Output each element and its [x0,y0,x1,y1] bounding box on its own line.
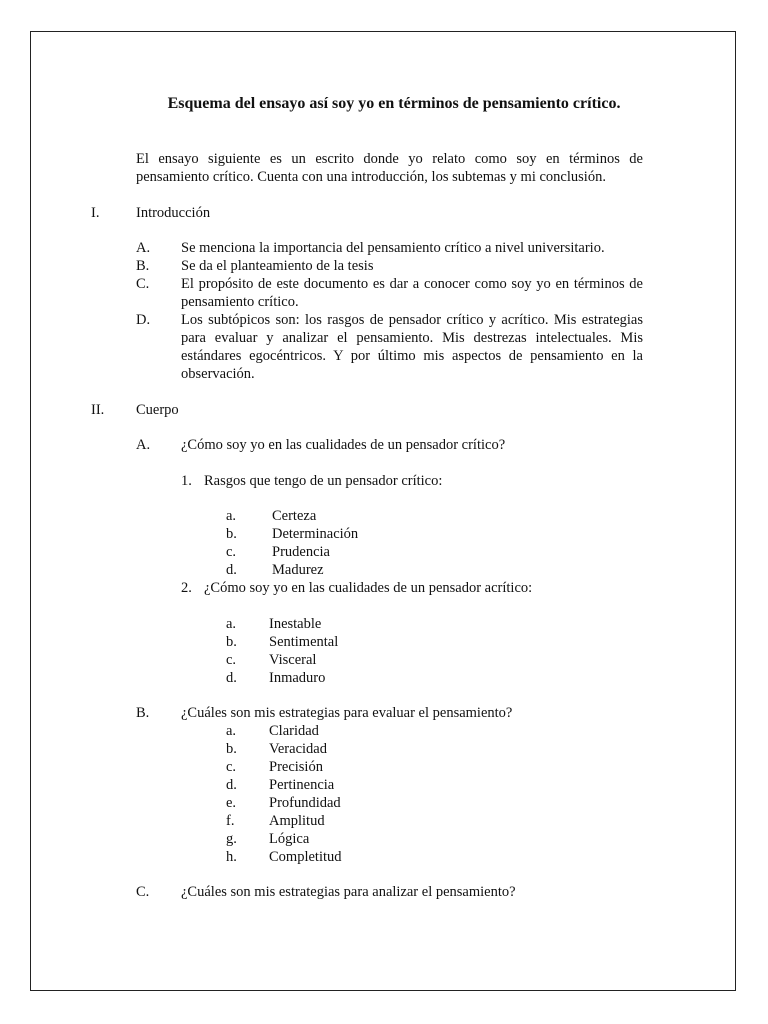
list-letter: e. [226,795,237,811]
list-item: Pertinencia [269,777,335,793]
subitem-text: ¿Cómo soy yo en las cualidades de un pensador acrítico: [204,580,533,596]
subitem-number: 1. [181,473,192,489]
list-item: Visceral [269,652,317,668]
item-text: Los subtópicos son: los rasgos de pensador crítico y acrítico. Mis estrategias para evaluar y analizar el pensamiento. Mis destrezas intelectuales. Mis estándares egocéntricos. Y por último mis aspectos de pensamiento en la observación. [181,312,643,382]
item-letter: B. [136,258,150,274]
item-letter: D. [136,312,151,328]
list-letter: a. [226,508,237,524]
subitem-number: 2. [181,580,192,596]
list-item: Claridad [269,723,319,739]
item-letter: C. [136,884,150,900]
list-item: Veracidad [269,741,327,757]
list-item: Amplitud [269,813,325,829]
subitem-text: Rasgos que tengo de un pensador crítico: [204,473,443,489]
item-letter: C. [136,276,150,292]
list-letter: d. [226,777,237,793]
list-item: Precisión [269,759,323,775]
item-text: Se da el planteamiento de la tesis [181,258,374,274]
list-item: Madurez [272,562,324,578]
item-letter: A. [136,437,151,453]
list-letter: g. [226,831,237,847]
list-letter: c. [226,759,237,775]
item-text: El propósito de este documento es dar a conocer como soy yo en términos de pensamiento crítico. [181,276,643,310]
list-letter: a. [226,723,237,739]
document-page [30,31,736,991]
list-item: Completitud [269,849,342,865]
list-item: Inmaduro [269,670,326,686]
list-letter: f. [226,813,235,829]
list-letter: b. [226,526,237,542]
item-text: Se menciona la importancia del pensamiento crítico a nivel universitario. [181,240,605,256]
list-item: Sentimental [269,634,339,650]
item-text: ¿Cuáles son mis estrategias para evaluar el pensamiento? [181,705,513,721]
list-letter: a. [226,616,237,632]
list-item: Prudencia [272,544,330,560]
item-letter: A. [136,240,151,256]
document-title: Esquema del ensayo así soy yo en términos de pensamiento crítico. [167,95,621,112]
item-text: ¿Cuáles son mis estrategias para analizar el pensamiento? [181,884,516,900]
list-item: Inestable [269,616,322,632]
section-numeral: I. [91,205,100,221]
list-letter: d. [226,670,237,686]
list-letter: b. [226,741,237,757]
section-heading: Cuerpo [136,402,179,418]
section-numeral: II. [91,402,105,418]
list-letter: d. [226,562,237,578]
list-letter: c. [226,652,237,668]
list-item: Profundidad [269,795,341,811]
item-letter: B. [136,705,150,721]
list-letter: h. [226,849,237,865]
list-item: Determinación [272,526,359,542]
list-item: Lógica [269,831,310,847]
list-item: Certeza [272,508,317,524]
list-letter: c. [226,544,237,560]
list-letter: b. [226,634,237,650]
item-text: ¿Cómo soy yo en las cualidades de un pensador crítico? [181,437,506,453]
section-heading: Introducción [136,205,211,221]
intro-paragraph: El ensayo siguiente es un escrito donde yo relato como soy en términos de pensamiento crítico. Cuenta con una introducción, los subtemas y mi conclusión. [136,151,643,185]
